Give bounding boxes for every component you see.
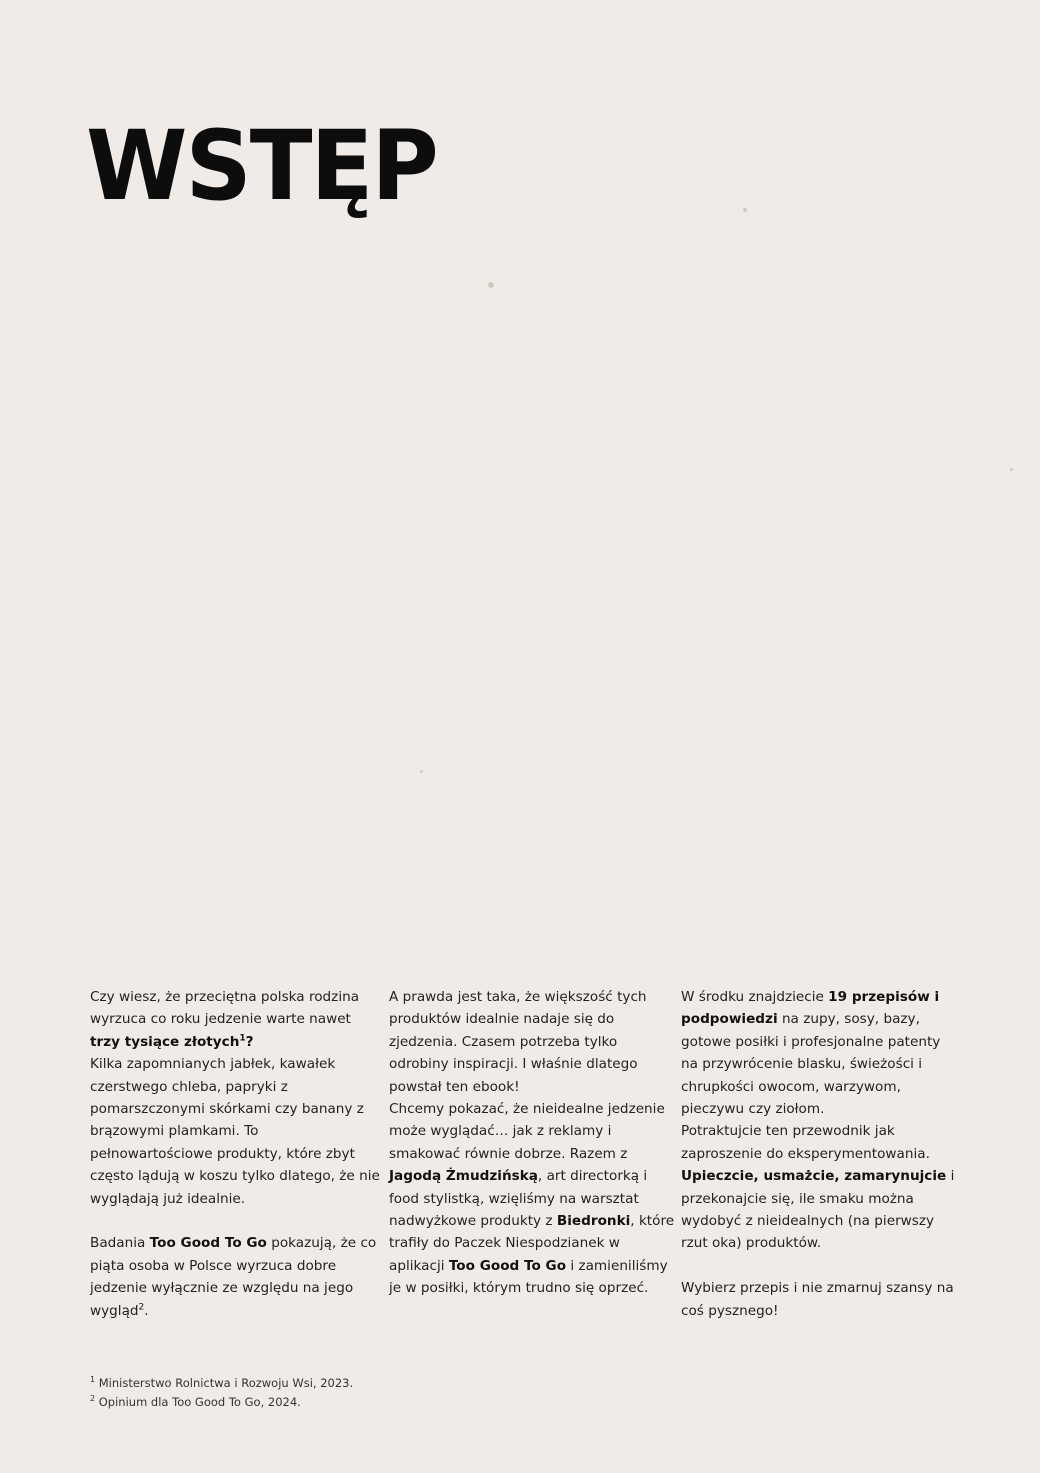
text: A prawda jest taka, że większość tych produktów idealnie nadaje się do zjedzenia. Czasem potrzeba tylko odrobiny inspiracji. I właśnie dlatego powstał ten ebook!	[389, 989, 647, 1095]
bold-text: Upieczcie, usmażcie, zamarynujcie	[681, 1168, 947, 1185]
text: Badania	[90, 1235, 150, 1252]
footnotes	[90, 1374, 353, 1412]
footnote-number: 2	[90, 1394, 96, 1404]
paragraph	[90, 1053, 380, 1210]
paragraph	[389, 986, 679, 1098]
text: i przekonajcie się, ile smaku można wydobyć z nieidealnych (na pierwszy rzut oka) produktów.	[681, 1168, 955, 1252]
paragraph	[681, 1165, 961, 1255]
footnote-number: 1	[90, 1375, 96, 1385]
bold-text: trzy tysiące złotych	[90, 1033, 240, 1050]
paragraph	[90, 986, 380, 1053]
bold-text: Too Good To Go	[149, 1235, 267, 1252]
paragraph	[681, 986, 961, 1120]
text: na zupy, sosy, bazy, gotowe posiłki i profesjonalne patenty na przywrócenie blasku, świeżości i chrupkości owocom, warzywom, pieczywu czy ziołom.	[681, 1011, 941, 1118]
bold-text: Too Good To Go	[448, 1257, 567, 1274]
paragraph	[681, 1277, 961, 1322]
page-title: WSTĘP	[86, 109, 437, 222]
text: , które trafiły do Paczek Niespodzianek w aplikacji	[389, 1213, 675, 1274]
text: Czy wiesz, że przeciętna polska rodzina wyrzuca co roku jedzenie warte nawet	[90, 989, 360, 1028]
text: pokazują, że co piąta osoba w Polsce wyrzuca dobre jedzenie wyłącznie ze względu na jego wygląd	[90, 1235, 377, 1319]
paragraph	[389, 1098, 679, 1300]
text: Kilka zapomnianych jabłek, kawałek czerstwego chleba, papryki z pomarszczonymi skórkami czy banany z brązowymi plamkami. To pełnowartościowe produkty, które zbyt często lądują w koszu tylko dlatego, że nie wyglądają już idealnie.	[90, 1056, 380, 1207]
text: , art directorką i food stylistką, wzięliśmy na warsztat nadwyżkowe produkty z	[389, 1168, 648, 1230]
footnote-ref: 2	[138, 1302, 145, 1313]
text: Chcemy pokazać, że nieidealne jedzenie może wyglądać… jak z reklamy i smakować równie dobrze. Razem z	[389, 1101, 665, 1162]
paragraph	[681, 1120, 961, 1165]
footnote-text: Opinium dla Too Good To Go, 2024.	[98, 1395, 301, 1409]
text: ?	[245, 1033, 254, 1050]
paragraph	[90, 1232, 380, 1322]
paper-speck	[1010, 468, 1013, 471]
bold-text: 19 przepisów i podpowiedzi	[681, 989, 940, 1028]
paper-speck	[488, 282, 494, 288]
footnote-ref: 1	[239, 1033, 246, 1044]
text: Potraktujcie ten przewodnik jak zaproszenie do eksperymentowania.	[681, 1123, 930, 1162]
footnote-text: Ministerstwo Rolnictwa i Rozwoju Wsi, 2023.	[98, 1376, 354, 1390]
text: Wybierz przepis i nie zmarnuj szansy na coś pysznego!	[681, 1280, 954, 1319]
footnote	[90, 1393, 353, 1412]
text-column-3	[681, 986, 961, 1322]
paper-speck	[420, 770, 423, 773]
text-column-2	[389, 986, 679, 1300]
bold-text: Jagodą Żmudzińską	[389, 1168, 538, 1185]
text: .	[144, 1302, 149, 1319]
paper-speck	[743, 208, 747, 212]
text: i zamieniliśmy je w posiłki, którym trudno się oprzeć.	[389, 1257, 668, 1297]
bold-text: Biedronki	[556, 1213, 631, 1230]
text: W środku znajdziecie	[681, 989, 829, 1005]
footnote	[90, 1374, 353, 1393]
text-column-1	[90, 986, 380, 1322]
